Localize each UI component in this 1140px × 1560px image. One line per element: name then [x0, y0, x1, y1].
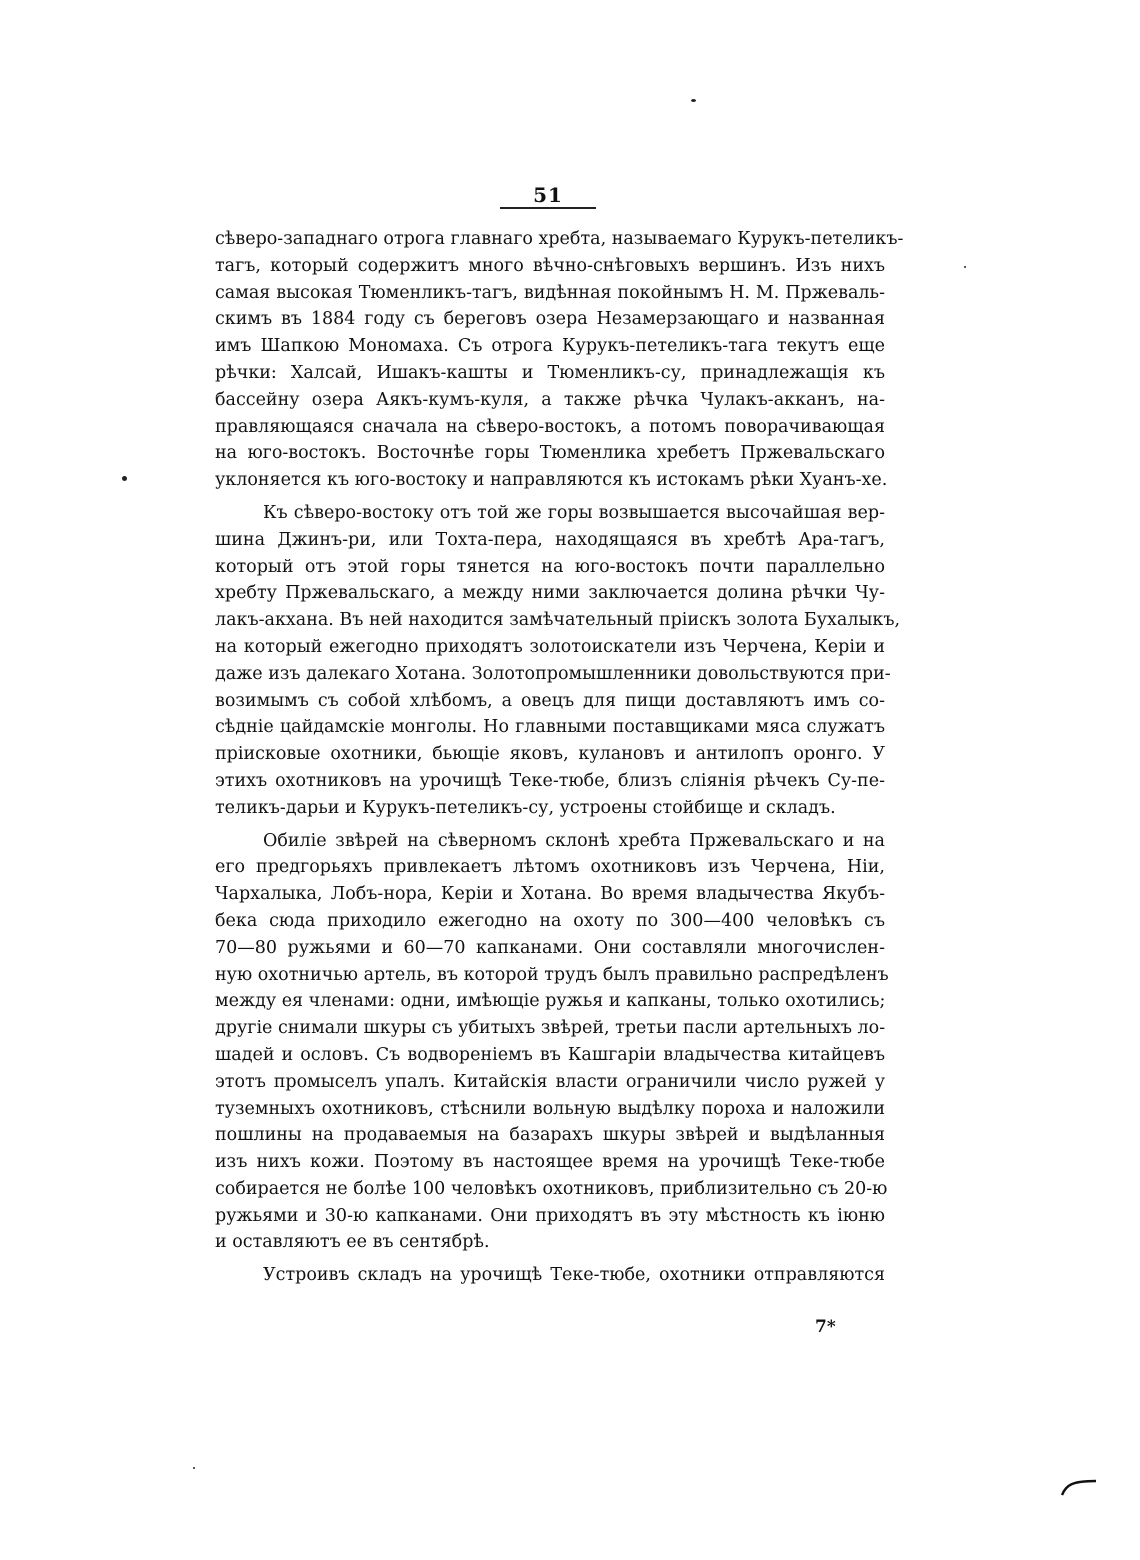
text-line: ную охотничью артель, въ которой трудъ былъ правильно распредѣленъ [215, 964, 889, 985]
text-line: даже изъ далекаго Хотана. Золотопромышленники довольствуются при- [215, 663, 891, 684]
text-line: на юго-востокъ. Восточнѣе горы Тюменлика хребетъ Пржевальскаго [215, 443, 885, 464]
text-line: правляющаяся сначала на сѣверо-востокъ, а потомъ поворачивающая [215, 416, 885, 437]
text-line: между ея членами: одни, имѣющіе ружья и капканы, только охотились; [215, 991, 886, 1012]
text-line: его предгорьяхъ привлекаетъ лѣтомъ охотниковъ изъ Черчена, Ніи, [215, 857, 885, 878]
page-number: 51 [533, 183, 563, 207]
text-line: сѣдніе цайдамскіе монголы. Но главными поставщиками мяса служатъ [215, 717, 885, 738]
body-text [215, 226, 904, 1289]
scan-speck [691, 99, 696, 102]
text-line: пріисковые охотники, бьющіе яковъ, кулановъ и антилопъ оронго. У [215, 744, 885, 765]
text-line: бека сюда приходило ежегодно на охоту по 300—400 человѣкъ съ [215, 910, 885, 931]
text-line: 70—80 ружьями и 60—70 капканами. Они составляли многочислен- [215, 937, 885, 958]
text-line: тагъ, который содержитъ много вѣчно-снѣговыхъ вершинъ. Изъ нихъ [215, 255, 885, 276]
text-line: Обиліе звѣрей на сѣверномъ склонѣ хребта Пржевальскаго и на [263, 830, 885, 851]
paragraph-1 [215, 226, 904, 494]
text-line: на который ежегодно приходятъ золотоискатели изъ Черчена, Керіи и [215, 636, 885, 657]
paragraph-3 [215, 828, 889, 1257]
text-line: другіе снимали шкуры съ убитыхъ звѣрей, третьи пасли артельныхъ ло- [215, 1018, 886, 1039]
text-line: пошлины на продаваемыя на базарахъ шкуры звѣрей и выдѣланныя [215, 1125, 885, 1146]
text-line: скимъ въ 1884 году съ береговъ озера Незамерзающаго и названная [215, 309, 885, 330]
text-line: рѣчки: Халсай, Ишакъ-кашты и Тюменликъ-су, принадлежащія къ [215, 362, 885, 383]
text-line: который отъ этой горы тянется на юго-востокъ почти параллельно [215, 556, 885, 577]
text-line: Къ сѣверо-востоку отъ той же горы возвышается высочайшая вер- [263, 502, 885, 523]
text-line: изъ нихъ кожи. Поэтому въ настоящее время на урочищѣ Теке-тюбе [215, 1152, 885, 1173]
text-line: сѣверо-западнаго отрога главнаго хребта, называемаго Курукъ-петеликъ- [215, 229, 904, 249]
text-line: этотъ промыселъ упалъ. Китайскія власти ограничили число ружей у [215, 1071, 885, 1092]
paragraph-4 [215, 1262, 885, 1289]
text-line: ружьями и 30-ю капканами. Они приходятъ въ эту мѣстность къ іюню [215, 1205, 885, 1226]
scan-speck [193, 1467, 195, 1469]
text-line: хребту Пржевальскаго, а между ними заключается долина рѣчки Чу- [215, 583, 885, 604]
scan-mark-icon [1060, 1475, 1098, 1497]
text-line: шадей и ословъ. Съ водвореніемъ въ Кашгаріи владычества китайцевъ [215, 1044, 885, 1065]
signature-mark: 7* [815, 1317, 836, 1337]
text-line: бассейну озера Аякъ-кумъ-куля, а также рѣчка Чулакъ-акканъ, на- [215, 389, 885, 410]
scan-speck [122, 476, 127, 481]
text-line: возимымъ съ собой хлѣбомъ, а овецъ для пищи доставляютъ имъ со- [215, 690, 885, 711]
text-line: Устроивъ складъ на урочищѣ Теке-тюбе, охотники отправляются [263, 1265, 885, 1286]
text-line: шина Джинъ-ри, или Тохта-пера, находящаяся въ хребтѣ Ара-тагъ, [215, 529, 885, 550]
text-line: теликъ-дарьи и Курукъ-петеликъ-су, устроены стойбище и складъ. [215, 797, 836, 818]
text-line: этихъ охотниковъ на урочищѣ Теке-тюбе, близъ сліянія рѣчекъ Су-пе- [215, 770, 885, 791]
page-number-rule [500, 207, 596, 209]
paragraph-2 [215, 500, 901, 822]
text-line: туземныхъ охотниковъ, стѣснили вольную выдѣлку пороха и наложили [215, 1098, 885, 1119]
text-line: имъ Шапкою Мономаха. Съ отрога Курукъ-петеликъ-тага текутъ еще [215, 336, 885, 357]
text-line: самая высокая Тюменликъ-тагъ, видѣнная покойнымъ Н. М. Пржеваль- [215, 282, 885, 303]
text-line: собирается не болѣе 100 человѣкъ охотниковъ, приблизительно съ 20-ю [215, 1178, 888, 1199]
text-line: Чархалыка, Лобъ-нора, Керіи и Хотана. Во время владычества Якубъ- [215, 884, 885, 905]
text-line: уклоняется къ юго-востоку и направляются къ истокамъ рѣки Хуанъ-хе. [215, 470, 888, 491]
scan-speck [964, 266, 966, 268]
text-line: и оставляютъ ее въ сентябрѣ. [215, 1232, 490, 1253]
text-line: лакъ-акхана. Въ ней находится замѣчательный пріискъ золота Бухалыкъ, [215, 610, 901, 631]
